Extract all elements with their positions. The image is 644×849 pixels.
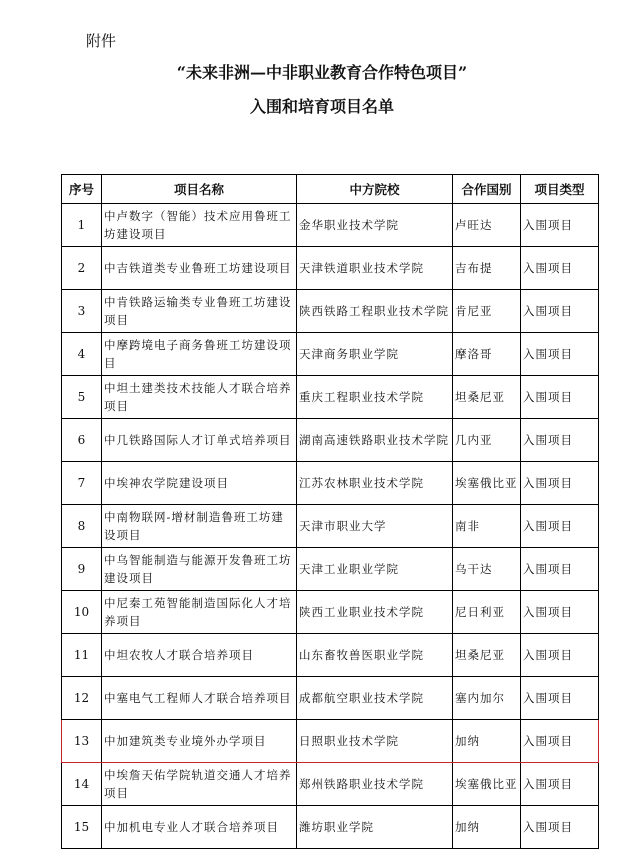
row-index: 5 [62,376,102,419]
table-row [62,763,599,806]
table-row [62,419,599,462]
row-institution: 成都航空职业技术学院 [297,677,453,720]
row-project-type: 入围项目 [521,505,599,548]
attachment-label: 附件 [86,32,117,50]
table-row [62,462,599,505]
row-country: 几内亚 [453,419,521,462]
row-index: 1 [62,204,102,247]
row-index: 9 [62,548,102,591]
table-row [62,548,599,591]
row-country: 卢旺达 [453,204,521,247]
row-project-name: 中埃神农学院建设项目 [102,462,297,505]
row-project-type: 入围项目 [521,591,599,634]
row-index: 10 [62,591,102,634]
document-subtitle: 入围和培育项目名单 [249,97,394,116]
row-country: 埃塞俄比亚 [453,462,521,505]
row-project-name: 中几铁路国际人才订单式培养项目 [102,419,297,462]
row-country: 加纳 [453,720,521,763]
row-project-name: 中卢数字（智能）技术应用鲁班工坊建设项目 [102,204,297,247]
table-row [62,720,599,763]
row-institution: 陕西铁路工程职业技术学院 [297,290,453,333]
row-institution: 天津工业职业学院 [297,548,453,591]
row-project-type: 入围项目 [521,419,599,462]
row-country: 吉布提 [453,247,521,290]
row-project-type: 入围项目 [521,247,599,290]
row-institution: 山东畜牧兽医职业学院 [297,634,453,677]
row-country: 肯尼亚 [453,290,521,333]
row-institution: 潍坊职业学院 [297,806,453,849]
row-project-name: 中塞电气工程师人才联合培养项目 [102,677,297,720]
row-institution: 天津铁道职业技术学院 [297,247,453,290]
row-index: 4 [62,333,102,376]
header-partner-country: 合作国别 [453,175,521,204]
row-institution: 江苏农林职业技术学院 [297,462,453,505]
table-row [62,333,599,376]
header-index: 序号 [62,175,102,204]
row-project-name: 中乌智能制造与能源开发鲁班工坊建设项目 [102,548,297,591]
row-country: 塞内加尔 [453,677,521,720]
row-project-name: 中摩跨境电子商务鲁班工坊建设项目 [102,333,297,376]
row-index: 13 [62,720,102,763]
row-project-type: 入围项目 [521,806,599,849]
row-project-name: 中坦土建类技术技能人才联合培养项目 [102,376,297,419]
row-institution: 重庆工程职业技术学院 [297,376,453,419]
row-index: 2 [62,247,102,290]
row-index: 15 [62,806,102,849]
row-index: 12 [62,677,102,720]
table-row [62,290,599,333]
row-project-name: 中南物联网-增材制造鲁班工坊建设项目 [102,505,297,548]
row-project-name: 中埃詹天佑学院轨道交通人才培养项目 [102,763,297,806]
row-institution: 天津市职业大学 [297,505,453,548]
table-body [62,204,599,849]
row-project-type: 入围项目 [521,720,599,763]
row-project-type: 入围项目 [521,763,599,806]
row-project-name: 中尼秦工苑智能制造国际化人才培养项目 [102,591,297,634]
row-country: 摩洛哥 [453,333,521,376]
row-country: 埃塞俄比亚 [453,763,521,806]
row-country: 加纳 [453,806,521,849]
header-project-name: 项目名称 [102,175,297,204]
row-institution: 郑州铁路职业技术学院 [297,763,453,806]
row-country: 尼日利亚 [453,591,521,634]
row-institution: 湖南高速铁路职业技术学院 [297,419,453,462]
row-project-name: 中吉铁道类专业鲁班工坊建设项目 [102,247,297,290]
row-project-type: 入围项目 [521,333,599,376]
row-country: 南非 [453,505,521,548]
header-chinese-institution: 中方院校 [297,175,453,204]
row-project-type: 入围项目 [521,548,599,591]
row-project-name: 中加建筑类专业境外办学项目 [102,720,297,763]
row-project-type: 入围项目 [521,634,599,677]
row-index: 6 [62,419,102,462]
row-index: 14 [62,763,102,806]
row-project-name: 中加机电专业人才联合培养项目 [102,806,297,849]
table-row [62,376,599,419]
document-title: “未来非洲—中非职业教育合作特色项目” [176,63,468,82]
row-project-type: 入围项目 [521,204,599,247]
row-project-name: 中肯铁路运输类专业鲁班工坊建设项目 [102,290,297,333]
row-project-name: 中坦农牧人才联合培养项目 [102,634,297,677]
row-country: 坦桑尼亚 [453,634,521,677]
row-index: 8 [62,505,102,548]
table-row [62,247,599,290]
project-list-table [61,174,599,849]
row-institution: 金华职业技术学院 [297,204,453,247]
row-country: 坦桑尼亚 [453,376,521,419]
table-row [62,505,599,548]
row-index: 3 [62,290,102,333]
row-index: 7 [62,462,102,505]
table-row [62,204,599,247]
table-row [62,677,599,720]
table-header-row [62,175,599,204]
row-project-type: 入围项目 [521,376,599,419]
header-project-type: 项目类型 [521,175,599,204]
row-country: 乌干达 [453,548,521,591]
table-row [62,806,599,849]
row-project-type: 入围项目 [521,290,599,333]
table-row [62,591,599,634]
row-project-type: 入围项目 [521,677,599,720]
row-index: 11 [62,634,102,677]
table-row [62,634,599,677]
row-institution: 天津商务职业学院 [297,333,453,376]
row-project-type: 入围项目 [521,462,599,505]
row-institution: 日照职业技术学院 [297,720,453,763]
row-institution: 陕西工业职业技术学院 [297,591,453,634]
